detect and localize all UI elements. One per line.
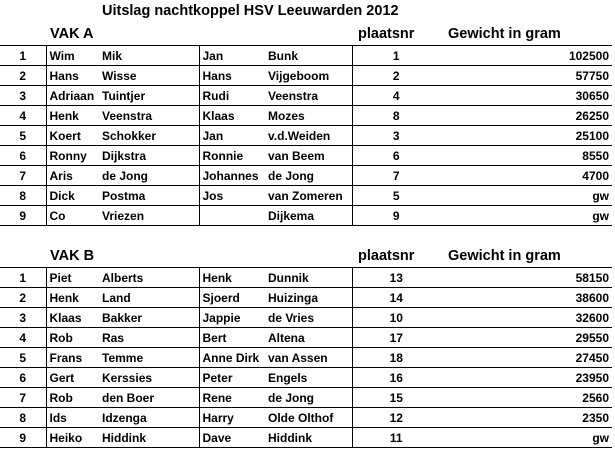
- angler2-first-name: Bert: [199, 328, 265, 348]
- row-number: 8: [0, 186, 46, 206]
- angler2-first-name: Peter: [199, 368, 265, 388]
- angler1-last-name: Veenstra: [99, 106, 199, 126]
- gewicht-cell: 26250: [440, 106, 612, 126]
- vak-b-table: [0, 267, 612, 448]
- angler1-first-name: Koert: [46, 126, 99, 146]
- angler1-last-name: Bakker: [99, 308, 199, 328]
- angler1-first-name: Klaas: [46, 308, 99, 328]
- table-row: [0, 388, 612, 408]
- table-row: [0, 288, 612, 308]
- angler1-last-name: Mik: [99, 46, 199, 66]
- plaatsnr-cell: 12: [352, 408, 440, 428]
- table-row: [0, 206, 612, 226]
- angler2-first-name: Dave: [199, 428, 265, 448]
- angler1-first-name: Henk: [46, 288, 99, 308]
- table-row: [0, 408, 612, 428]
- plaatsnr-cell: 3: [352, 126, 440, 146]
- plaatsnr-cell: 4: [352, 86, 440, 106]
- vak-b-gewicht-header: Gewicht in gram: [448, 248, 561, 264]
- gewicht-cell: gw: [440, 186, 612, 206]
- angler1-last-name: Vriezen: [99, 206, 199, 226]
- row-number: 1: [0, 46, 46, 66]
- gewicht-cell: 27450: [440, 348, 612, 368]
- plaatsnr-cell: 5: [352, 186, 440, 206]
- table-row: [0, 308, 612, 328]
- angler2-first-name: Rene: [199, 388, 265, 408]
- angler1-first-name: Hans: [46, 66, 99, 86]
- angler2-last-name: Bunk: [265, 46, 352, 66]
- gewicht-cell: 30650: [440, 86, 612, 106]
- angler2-last-name: Hiddink: [265, 428, 352, 448]
- angler2-last-name: Vijgeboom: [265, 66, 352, 86]
- angler1-first-name: Frans: [46, 348, 99, 368]
- plaatsnr-cell: 17: [352, 328, 440, 348]
- angler1-first-name: Aris: [46, 166, 99, 186]
- gewicht-cell: 32600: [440, 308, 612, 328]
- row-number: 2: [0, 66, 46, 86]
- vak-a-heading: VAK A: [50, 26, 94, 42]
- table-row: [0, 46, 612, 66]
- angler2-last-name: v.d.Weiden: [265, 126, 352, 146]
- angler1-last-name: Idzenga: [99, 408, 199, 428]
- angler1-first-name: Adriaan: [46, 86, 99, 106]
- angler2-first-name: [199, 206, 265, 226]
- gewicht-cell: 29550: [440, 328, 612, 348]
- row-number: 5: [0, 348, 46, 368]
- angler2-first-name: Jan: [199, 126, 265, 146]
- angler2-last-name: de Jong: [265, 166, 352, 186]
- plaatsnr-cell: 15: [352, 388, 440, 408]
- gewicht-cell: 102500: [440, 46, 612, 66]
- row-number: 7: [0, 388, 46, 408]
- table-row: [0, 368, 612, 388]
- page-title: Uitslag nachtkoppel HSV Leeuwarden 2012: [102, 3, 399, 19]
- table-row: [0, 166, 612, 186]
- angler2-last-name: Mozes: [265, 106, 352, 126]
- angler1-first-name: Rob: [46, 388, 99, 408]
- angler2-first-name: Jos: [199, 186, 265, 206]
- plaatsnr-cell: 16: [352, 368, 440, 388]
- table-row: [0, 106, 612, 126]
- vak-a-gewicht-header: Gewicht in gram: [448, 26, 561, 42]
- row-number: 9: [0, 206, 46, 226]
- angler1-last-name: de Jong: [99, 166, 199, 186]
- gewicht-cell: 4700: [440, 166, 612, 186]
- gewicht-cell: 8550: [440, 146, 612, 166]
- angler1-last-name: Hiddink: [99, 428, 199, 448]
- angler1-last-name: den Boer: [99, 388, 199, 408]
- row-number: 4: [0, 106, 46, 126]
- angler1-first-name: Gert: [46, 368, 99, 388]
- table-row: [0, 146, 612, 166]
- angler2-last-name: van Beem: [265, 146, 352, 166]
- angler1-last-name: Tuintjer: [99, 86, 199, 106]
- angler2-last-name: Dunnik: [265, 268, 352, 288]
- angler2-last-name: Veenstra: [265, 86, 352, 106]
- angler2-first-name: Johannes: [199, 166, 265, 186]
- plaatsnr-cell: 2: [352, 66, 440, 86]
- angler1-last-name: Dijkstra: [99, 146, 199, 166]
- table-row: [0, 268, 612, 288]
- angler1-first-name: Ronny: [46, 146, 99, 166]
- angler2-last-name: van Zomeren: [265, 186, 352, 206]
- row-number: 1: [0, 268, 46, 288]
- row-number: 8: [0, 408, 46, 428]
- angler1-last-name: Alberts: [99, 268, 199, 288]
- table-row: [0, 86, 612, 106]
- row-number: 4: [0, 328, 46, 348]
- gewicht-cell: 58150: [440, 268, 612, 288]
- plaatsnr-cell: 18: [352, 348, 440, 368]
- table-row: [0, 186, 612, 206]
- table-row: [0, 348, 612, 368]
- plaatsnr-cell: 11: [352, 428, 440, 448]
- angler1-last-name: Schokker: [99, 126, 199, 146]
- table-row: [0, 126, 612, 146]
- row-number: 3: [0, 86, 46, 106]
- angler2-first-name: Jan: [199, 46, 265, 66]
- row-number: 6: [0, 368, 46, 388]
- vak-a-plaatsnr-header: plaatsnr: [358, 26, 415, 42]
- angler2-first-name: Anne Dirk: [199, 348, 265, 368]
- angler1-first-name: Ids: [46, 408, 99, 428]
- plaatsnr-cell: 8: [352, 106, 440, 126]
- gewicht-cell: 2560: [440, 388, 612, 408]
- plaatsnr-cell: 6: [352, 146, 440, 166]
- gewicht-cell: 25100: [440, 126, 612, 146]
- vak-a-table: [0, 45, 612, 226]
- angler2-last-name: Engels: [265, 368, 352, 388]
- angler2-first-name: Sjoerd: [199, 288, 265, 308]
- angler2-first-name: Henk: [199, 268, 265, 288]
- plaatsnr-cell: 9: [352, 206, 440, 226]
- table-row: [0, 328, 612, 348]
- angler2-last-name: Huizinga: [265, 288, 352, 308]
- angler1-first-name: Henk: [46, 106, 99, 126]
- angler1-first-name: Heiko: [46, 428, 99, 448]
- angler1-last-name: Ras: [99, 328, 199, 348]
- angler2-last-name: Dijkema: [265, 206, 352, 226]
- angler2-first-name: Klaas: [199, 106, 265, 126]
- row-number: 6: [0, 146, 46, 166]
- angler1-last-name: Wisse: [99, 66, 199, 86]
- angler2-last-name: Olde Olthof: [265, 408, 352, 428]
- row-number: 2: [0, 288, 46, 308]
- angler2-first-name: Harry: [199, 408, 265, 428]
- angler2-first-name: Rudi: [199, 86, 265, 106]
- angler1-last-name: Kerssies: [99, 368, 199, 388]
- table-row: [0, 428, 612, 448]
- gewicht-cell: 38600: [440, 288, 612, 308]
- gewicht-cell: 23950: [440, 368, 612, 388]
- angler2-last-name: de Jong: [265, 388, 352, 408]
- angler2-first-name: Hans: [199, 66, 265, 86]
- plaatsnr-cell: 1: [352, 46, 440, 66]
- angler1-first-name: Co: [46, 206, 99, 226]
- angler1-first-name: Piet: [46, 268, 99, 288]
- angler1-first-name: Wim: [46, 46, 99, 66]
- angler2-last-name: de Vries: [265, 308, 352, 328]
- angler1-first-name: Dick: [46, 186, 99, 206]
- vak-b-plaatsnr-header: plaatsnr: [358, 248, 415, 264]
- angler1-first-name: Rob: [46, 328, 99, 348]
- row-number: 9: [0, 428, 46, 448]
- table-row: [0, 66, 612, 86]
- plaatsnr-cell: 7: [352, 166, 440, 186]
- plaatsnr-cell: 14: [352, 288, 440, 308]
- gewicht-cell: 2350: [440, 408, 612, 428]
- angler2-first-name: Jappie: [199, 308, 265, 328]
- plaatsnr-cell: 10: [352, 308, 440, 328]
- angler1-last-name: Temme: [99, 348, 199, 368]
- vak-b-heading: VAK B: [50, 248, 95, 264]
- angler1-last-name: Postma: [99, 186, 199, 206]
- gewicht-cell: gw: [440, 428, 612, 448]
- angler1-last-name: Land: [99, 288, 199, 308]
- gewicht-cell: gw: [440, 206, 612, 226]
- angler2-last-name: van Assen: [265, 348, 352, 368]
- angler2-first-name: Ronnie: [199, 146, 265, 166]
- row-number: 3: [0, 308, 46, 328]
- row-number: 5: [0, 126, 46, 146]
- gewicht-cell: 57750: [440, 66, 612, 86]
- plaatsnr-cell: 13: [352, 268, 440, 288]
- angler2-last-name: Altena: [265, 328, 352, 348]
- row-number: 7: [0, 166, 46, 186]
